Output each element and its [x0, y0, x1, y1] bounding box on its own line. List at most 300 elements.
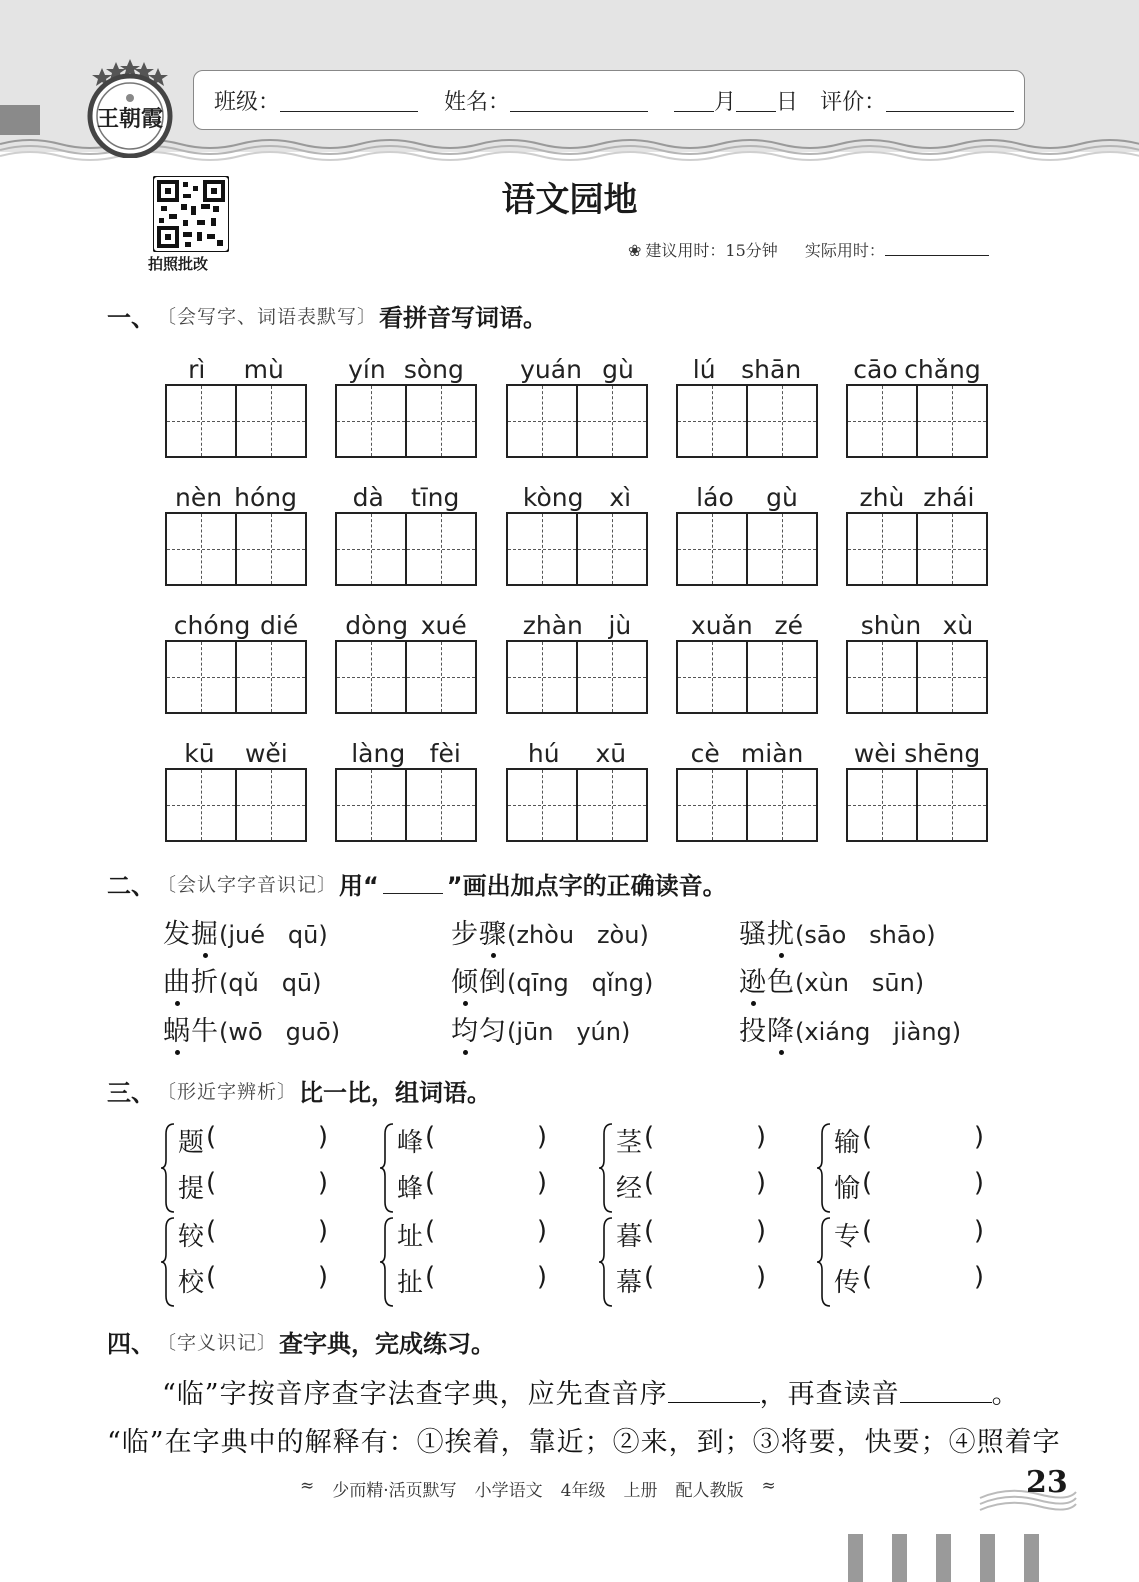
word — [163, 1009, 219, 1048]
paren-open: ( — [206, 1262, 217, 1292]
pronunciation-options[interactable]: (zhòu zòu) — [507, 921, 649, 949]
flower-icon: ❀ — [628, 241, 642, 260]
paren-close: ) — [536, 1262, 547, 1292]
brand-logo — [82, 58, 178, 158]
month-field[interactable] — [674, 89, 714, 112]
pinyin-syllable: làng — [351, 739, 406, 768]
paren-open: ( — [425, 1168, 436, 1198]
word-char: 骚 — [739, 919, 767, 950]
character-box[interactable] — [508, 386, 576, 456]
character-box[interactable] — [508, 770, 576, 840]
pair-char: 幕 — [616, 1268, 643, 1298]
pair-row[interactable] — [397, 1122, 547, 1159]
character-box[interactable] — [576, 514, 646, 584]
character-box[interactable] — [167, 386, 235, 456]
section2-heading — [107, 866, 727, 901]
brace-icon — [816, 1122, 832, 1214]
pinyin-syllable: kū — [184, 739, 215, 768]
character-box[interactable] — [848, 642, 916, 712]
pair-char: 蜂 — [397, 1174, 424, 1204]
pronunciation-options[interactable]: (xùn sūn) — [795, 969, 925, 997]
pronunciation-item — [739, 960, 1027, 999]
pinyin-syllable: zhái — [923, 483, 975, 512]
pinyin-syllable: shān — [741, 355, 802, 384]
footer-wave-right: ≈ — [761, 1476, 776, 1496]
character-box[interactable] — [405, 386, 475, 456]
brace-icon — [816, 1216, 832, 1308]
character-box[interactable] — [337, 770, 405, 840]
dotted-char: 扰 — [767, 919, 795, 950]
pair-row[interactable] — [397, 1168, 547, 1205]
pair-row[interactable] — [178, 1216, 328, 1253]
paren-close: ) — [755, 1216, 766, 1246]
paren-open: ( — [206, 1216, 217, 1246]
writing-boxes — [165, 640, 307, 714]
dotted-char: 匀 — [479, 1016, 507, 1047]
pinyin-syllable: gù — [602, 355, 634, 384]
timing-info — [628, 238, 989, 261]
paren-open: ( — [425, 1216, 436, 1246]
character-box[interactable] — [167, 770, 235, 840]
suggested-time: 建议用时：15分钟 — [645, 241, 778, 260]
edge-bar — [1024, 1534, 1039, 1582]
pinyin-label — [335, 598, 477, 640]
word-char: 蜗 — [163, 1016, 191, 1047]
section3-instruction: 比一比，组词语。 — [299, 1079, 492, 1107]
pinyin-word-item — [335, 598, 477, 714]
character-box[interactable] — [678, 642, 746, 712]
paren-close: ) — [973, 1262, 984, 1292]
pinyin-label — [165, 726, 307, 768]
section1-instruction: 看拼音写词语。 — [379, 304, 548, 332]
character-box[interactable] — [235, 642, 305, 712]
paren-open: ( — [644, 1262, 655, 1292]
brace-icon — [379, 1122, 395, 1214]
line1-text-b: ，再查读音 — [759, 1379, 900, 1410]
word-char: 投 — [739, 1016, 767, 1047]
writing-boxes — [846, 768, 988, 842]
pinyin-syllable: kòng — [522, 483, 584, 512]
underline-sample — [383, 873, 443, 894]
character-box[interactable] — [678, 514, 746, 584]
character-box[interactable] — [848, 386, 916, 456]
word-char: 步 — [451, 919, 479, 950]
paren-close: ) — [317, 1122, 328, 1152]
section3-tag: 〔形近字辨析〕 — [157, 1081, 298, 1103]
pinyin-syllable: fèi — [429, 739, 461, 768]
writing-boxes — [506, 384, 648, 458]
section4-line2: “临”在字典中的解释有：①挨着，靠近；②来，到；③将要，快要；④照着字 — [107, 1427, 1061, 1458]
pair-char: 专 — [834, 1222, 861, 1252]
pronunciation-options[interactable]: (qǔ qū) — [219, 969, 322, 997]
pinyin-syllable: dòng — [345, 611, 409, 640]
footer — [300, 1476, 776, 1501]
paren-open: ( — [862, 1216, 873, 1246]
svg-text:王朝霞: 王朝霞 — [96, 106, 164, 132]
writing-boxes — [676, 512, 818, 586]
pinyin-syllable: xū — [595, 739, 627, 768]
pair-char: 愉 — [834, 1174, 861, 1204]
pinyin-label — [335, 470, 477, 512]
eval-field[interactable] — [886, 89, 1014, 112]
character-box[interactable] — [916, 386, 986, 456]
character-box[interactable] — [746, 642, 816, 712]
pinyin-word-item — [165, 470, 307, 586]
pronunciation-item — [163, 960, 451, 999]
footer-volume: 上册 — [623, 1481, 658, 1501]
class-field[interactable] — [280, 89, 418, 112]
pinyin-syllable: xù — [942, 611, 974, 640]
footer-wave-left: ≈ — [300, 1476, 315, 1496]
paren-open: ( — [644, 1122, 655, 1152]
line1-text-c: 。 — [991, 1379, 1020, 1410]
section4-number: 四、 — [107, 1330, 155, 1358]
section2-instruction-b: ”画出加点字的正确读音。 — [446, 872, 727, 900]
pinyin-syllable: shùn — [860, 611, 922, 640]
brace-icon — [598, 1216, 614, 1308]
pinyin-label — [506, 598, 648, 640]
paren-close: ) — [317, 1262, 328, 1292]
character-box[interactable] — [576, 386, 646, 456]
pronunciation-item — [451, 912, 739, 951]
pinyin-syllable: dà — [352, 483, 384, 512]
writing-boxes — [335, 512, 477, 586]
class-label: 班级： — [214, 89, 281, 115]
pair-char: 经 — [616, 1174, 643, 1204]
pinyin-word-item — [506, 342, 648, 458]
writing-boxes — [506, 768, 648, 842]
pinyin-syllable: cè — [690, 739, 720, 768]
writing-boxes — [846, 640, 988, 714]
writing-boxes — [506, 640, 648, 714]
pinyin-syllable: xué — [420, 611, 467, 640]
character-box[interactable] — [576, 642, 646, 712]
paren-close: ) — [536, 1122, 547, 1152]
char-pair — [162, 1122, 372, 1218]
dotted-char: 折 — [191, 967, 219, 998]
pair-row[interactable] — [178, 1168, 328, 1205]
pronunciation-item — [451, 960, 739, 999]
pair-row[interactable] — [834, 1216, 984, 1253]
pinyin-syllable: sòng — [403, 355, 464, 384]
paren-close: ) — [536, 1216, 547, 1246]
section2-number: 二、 — [107, 872, 155, 900]
pinyin-word-item — [335, 342, 477, 458]
pronunciation-options[interactable]: (jūn yún) — [507, 1018, 631, 1046]
paren-close: ) — [755, 1122, 766, 1152]
section3-number: 三、 — [107, 1079, 155, 1107]
writing-boxes — [335, 640, 477, 714]
footer-edition: 配人教版 — [675, 1481, 744, 1501]
paren-open: ( — [862, 1122, 873, 1152]
paren-close: ) — [973, 1168, 984, 1198]
pinyin-word-item — [506, 470, 648, 586]
writing-boxes — [846, 512, 988, 586]
word — [739, 960, 795, 999]
pinyin-word-item — [165, 342, 307, 458]
pair-row[interactable] — [834, 1262, 984, 1299]
word-char: 发 — [163, 919, 191, 950]
pinyin-label — [676, 598, 818, 640]
pronunciation-row — [163, 960, 1027, 999]
paren-close: ) — [973, 1122, 984, 1152]
char-pair — [381, 1216, 591, 1312]
pronunciation-item — [739, 1009, 1027, 1048]
paren-open: ( — [206, 1168, 217, 1198]
pinyin-syllable: shēng — [904, 739, 981, 768]
pronunciation-blank[interactable] — [900, 1376, 992, 1403]
pair-char: 传 — [834, 1268, 861, 1298]
pinyin-syllable: wěi — [244, 739, 288, 768]
character-box[interactable] — [405, 770, 475, 840]
pinyin-syllable: chǎng — [904, 355, 981, 384]
section2-instruction-a: 用“ — [339, 872, 379, 900]
character-box[interactable] — [235, 770, 305, 840]
pronunciation-options[interactable]: (jué qū) — [219, 921, 328, 949]
pinyin-syllable: xì — [609, 483, 632, 512]
pinyin-syllable: jù — [608, 611, 632, 640]
pinyin-word-item — [165, 726, 307, 842]
word-char: 曲 — [163, 967, 191, 998]
character-box[interactable] — [337, 386, 405, 456]
character-box[interactable] — [916, 514, 986, 584]
pair-char: 扯 — [397, 1268, 424, 1298]
day-label: 日 — [776, 89, 799, 115]
character-box[interactable] — [167, 642, 235, 712]
pinyin-syllable: gù — [766, 483, 798, 512]
pinyin-syllable: yín — [348, 355, 386, 384]
pronunciation-options[interactable]: (qīng qǐng) — [507, 969, 654, 997]
pinyin-word-item — [506, 726, 648, 842]
section4-line1 — [162, 1372, 1020, 1411]
pinyin-label — [506, 470, 648, 512]
pinyin-label — [846, 342, 988, 384]
writing-boxes — [335, 384, 477, 458]
pair-char: 址 — [397, 1222, 424, 1252]
pair-char: 峰 — [397, 1128, 424, 1158]
paren-close: ) — [317, 1216, 328, 1246]
pair-row[interactable] — [397, 1262, 547, 1299]
pinyin-syllable: yuán — [520, 355, 582, 384]
brace-icon — [598, 1122, 614, 1214]
page-title: 语文园地 — [501, 180, 638, 220]
day-field[interactable] — [736, 89, 776, 112]
pinyin-syllable: zhàn — [522, 611, 583, 640]
footer-subject: 小学语文 — [474, 1481, 543, 1501]
dotted-char: 降 — [767, 1016, 795, 1047]
pinyin-word-item — [335, 470, 477, 586]
pinyin-word-item — [676, 726, 818, 842]
pronunciation-item — [163, 1009, 451, 1048]
word — [739, 1009, 795, 1048]
pinyin-word-item — [846, 726, 988, 842]
pinyin-syllable: láo — [696, 483, 734, 512]
paren-open: ( — [862, 1168, 873, 1198]
pinyin-syllable: lú — [692, 355, 716, 384]
word — [163, 912, 219, 951]
name-field[interactable] — [510, 89, 648, 112]
char-pair — [818, 1122, 1028, 1218]
edge-bar — [936, 1534, 951, 1582]
word — [163, 960, 219, 999]
pinyin-label — [676, 470, 818, 512]
pair-row[interactable] — [616, 1122, 766, 1159]
pinyin-syllable: zé — [774, 611, 804, 640]
section4-tag: 〔字义识记〕 — [157, 1332, 278, 1354]
word-char: 均 — [451, 1016, 479, 1047]
word-char: 逊 — [739, 967, 767, 998]
word — [739, 912, 795, 951]
writing-boxes — [676, 768, 818, 842]
paren-open: ( — [862, 1262, 873, 1292]
pinyin-syllable: rì — [188, 355, 206, 384]
paren-close: ) — [755, 1262, 766, 1292]
dotted-char: 骤 — [479, 919, 507, 950]
pinyin-word-item — [846, 342, 988, 458]
dotted-char: 倒 — [479, 967, 507, 998]
pronunciation-options[interactable]: (wō guō) — [219, 1018, 341, 1046]
section1-heading — [107, 298, 547, 333]
pair-row[interactable] — [834, 1168, 984, 1205]
writing-boxes — [165, 768, 307, 842]
actual-time-field[interactable] — [885, 241, 989, 256]
initial-letter-blank[interactable] — [668, 1376, 760, 1403]
pinyin-label — [846, 726, 988, 768]
pinyin-word-item — [506, 598, 648, 714]
character-box[interactable] — [746, 386, 816, 456]
pinyin-label — [676, 726, 818, 768]
pronunciation-item — [163, 912, 451, 951]
name-label: 姓名： — [444, 89, 511, 115]
qr-label: 拍照批改 — [148, 255, 209, 273]
section4-heading — [107, 1324, 495, 1359]
section2-tag: 〔会认字字音识记〕 — [157, 874, 338, 896]
char-pair — [162, 1216, 372, 1312]
character-box[interactable] — [678, 770, 746, 840]
pair-row[interactable] — [834, 1122, 984, 1159]
word-char: 倾 — [451, 967, 479, 998]
pronunciation-options[interactable]: (sāo shāo) — [795, 921, 936, 949]
character-box[interactable] — [167, 514, 235, 584]
character-box[interactable] — [746, 770, 816, 840]
pinyin-syllable: dié — [260, 611, 299, 640]
pair-char: 茎 — [616, 1128, 643, 1158]
edge-bar — [892, 1534, 907, 1582]
section4-instruction: 查字典，完成练习。 — [279, 1330, 496, 1358]
pair-row[interactable] — [616, 1216, 766, 1253]
edge-bar — [980, 1534, 995, 1582]
character-box[interactable] — [916, 770, 986, 840]
eval-label: 评价： — [820, 89, 887, 115]
character-box[interactable] — [508, 514, 576, 584]
pinyin-syllable: hóng — [234, 483, 297, 512]
pinyin-label — [506, 342, 648, 384]
pair-char: 题 — [178, 1128, 205, 1158]
character-box[interactable] — [508, 642, 576, 712]
pinyin-syllable: chóng — [173, 611, 251, 640]
char-pair — [818, 1216, 1028, 1312]
paren-open: ( — [644, 1216, 655, 1246]
character-box[interactable] — [746, 514, 816, 584]
pinyin-syllable: mù — [243, 355, 284, 384]
pinyin-word-item — [335, 726, 477, 842]
character-box[interactable] — [405, 514, 475, 584]
section3-heading — [107, 1073, 491, 1108]
section1-number: 一、 — [107, 304, 155, 332]
character-box[interactable] — [337, 514, 405, 584]
character-box[interactable] — [848, 514, 916, 584]
pinyin-word-item — [676, 342, 818, 458]
pair-row[interactable] — [616, 1262, 766, 1299]
paren-close: ) — [973, 1216, 984, 1246]
writing-boxes — [165, 512, 307, 586]
pinyin-label — [506, 726, 648, 768]
writing-boxes — [846, 384, 988, 458]
pinyin-label — [165, 342, 307, 384]
footer-series: 少而精·活页默写 — [332, 1481, 457, 1501]
pair-row[interactable] — [178, 1122, 328, 1159]
character-box[interactable] — [848, 770, 916, 840]
char-pair — [600, 1122, 810, 1218]
character-box[interactable] — [337, 642, 405, 712]
writing-boxes — [676, 384, 818, 458]
character-box[interactable] — [235, 514, 305, 584]
pronunciation-row — [163, 912, 1027, 951]
paren-open: ( — [425, 1262, 436, 1292]
edge-bars — [848, 1534, 1039, 1582]
pair-row[interactable] — [397, 1216, 547, 1253]
pair-char: 较 — [178, 1222, 205, 1252]
pair-char: 输 — [834, 1128, 861, 1158]
pinyin-word-item — [676, 470, 818, 586]
pinyin-word-item — [846, 470, 988, 586]
character-box[interactable] — [678, 386, 746, 456]
pronunciation-item — [739, 912, 1027, 951]
pinyin-label — [165, 598, 307, 640]
pair-char: 校 — [178, 1268, 205, 1298]
character-box[interactable] — [235, 386, 305, 456]
writing-boxes — [165, 384, 307, 458]
dotted-char: 色 — [767, 967, 795, 998]
char-pair — [381, 1122, 591, 1218]
pair-char: 暮 — [616, 1222, 643, 1252]
pinyin-syllable: cāo — [853, 355, 898, 384]
paren-open: ( — [644, 1168, 655, 1198]
character-box[interactable] — [916, 642, 986, 712]
page-number: 23 — [1026, 1465, 1068, 1500]
pair-row[interactable] — [616, 1168, 766, 1205]
paren-open: ( — [206, 1122, 217, 1152]
pinyin-syllable: hú — [527, 739, 560, 768]
writing-boxes — [676, 640, 818, 714]
paren-close: ) — [755, 1168, 766, 1198]
character-box[interactable] — [405, 642, 475, 712]
pinyin-syllable: xuǎn — [690, 611, 753, 640]
pinyin-label — [676, 342, 818, 384]
pinyin-syllable: wèi — [853, 739, 897, 768]
character-box[interactable] — [576, 770, 646, 840]
footer-grade: 4年级 — [560, 1481, 606, 1501]
pair-row[interactable] — [178, 1262, 328, 1299]
pair-char: 提 — [178, 1174, 205, 1204]
student-info-box — [193, 70, 1025, 130]
dotted-char: 牛 — [191, 1016, 219, 1047]
month-label: 月 — [714, 89, 737, 115]
pronunciation-options[interactable]: (xiáng jiàng) — [795, 1018, 962, 1046]
line1-text-a: “临”字按音序查字法查字典，应先查音序 — [162, 1379, 668, 1410]
actual-time-label: 实际用时： — [804, 241, 885, 260]
brace-icon — [160, 1216, 176, 1308]
